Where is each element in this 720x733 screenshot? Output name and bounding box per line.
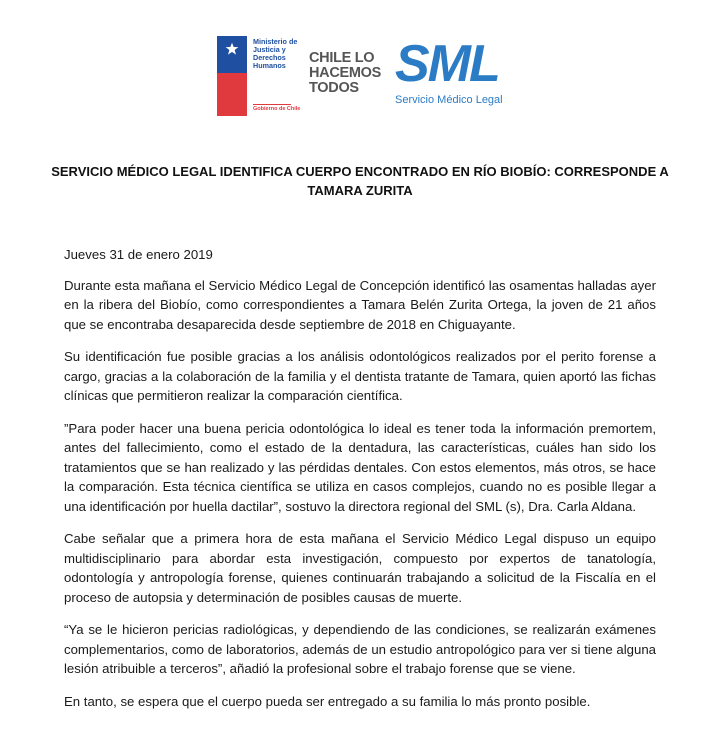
ministry-line: Justicia y [253,45,286,54]
ministerio-justicia-logo [217,36,300,116]
ministry-line: Derechos [253,53,286,62]
logo-red-bar [217,73,247,116]
slogan-line: TODOS [309,80,359,96]
paragraph: Cabe señalar que a primera hora de esta mañana el Servicio Médico Legal dispuso un equipo multidisciplinario para abordar esta investigación, compuesto por expertos de tanatología, odontología y antropología forense, quienes continuarán trabajando a solicitud de la Fiscalía en el proceso de autopsia y determinación de posibles causas de muerte. [64,531,656,605]
slogan-line: HACEMOS [309,65,382,81]
ministry-line: Humanos [253,61,286,70]
sml-acronym: SML [395,35,499,93]
sml-logo [395,35,503,106]
paragraph: ”Para poder hacer una buena pericia odontológica lo ideal es tener toda la información premortem, antes del fallecimiento, como el estado de la dentadura, las características, cuáles han sido los tratamientos que se han realizado y las pérdidas dentales. Con estos elementos, más otros, se hace la comparación. Esta técnica científica se utiliza en casos complejos, cuando no es posible llegar a una identificación por huella dactilar”, sostuvo la directora regional del SML (s), Dra. Carla Aldana. [64,420,656,514]
header-logos [0,0,720,130]
gobierno-label: Gobierno de Chile [253,106,301,112]
paragraph: En tanto, se espera que el cuerpo pueda ser entregado a su familia lo más pronto posible. [64,693,591,709]
paragraph: Durante esta mañana el Servicio Médico Legal de Concepción identificó las osamentas halladas ayer en la ribera del Biobío, como correspondientes a Tamara Belén Zurita Ortega, la joven de 21 años que se encontraba desaparecida desde septiembre de 2018 en Chiguayante. [64,277,656,332]
ministry-line: Ministerio de [253,37,298,46]
press-body [64,245,656,724]
star-icon [225,42,239,56]
press-date: Jueves 31 de enero 2019 [64,247,213,262]
paragraph: Su identificación fue posible gracias a los análisis odontológicos realizados por el perito forense a cargo, gracias a la colaboración de la familia y el dentista tratante de Tamara, quien aportó las fichas clínicas que permitieron realizar la comparación científica. [64,349,656,403]
slogan [309,51,389,96]
press-headline: SERVICIO MÉDICO LEGAL IDENTIFICA CUERPO ENCONTRADO EN RÍO BIOBÍO: CORRESPONDE A TAMARA ZURITA [51,164,669,198]
logo-divider [253,104,291,105]
ministry-name [253,38,300,70]
logo-blue-bar [217,36,247,73]
paragraph: “Ya se le hicieron pericias radiológicas, y dependiendo de las condiciones, se realizarán exámenes complementarios, como de laboratorios, además de un estudio antropológico para ver si tiene alguna lesión atribuible a terceros”, añadió la profesional sobre el trabajo forense que se viene. [64,622,656,676]
slogan-line: CHILE LO [309,50,375,66]
sml-subtitle: Servicio Médico Legal [395,94,503,106]
